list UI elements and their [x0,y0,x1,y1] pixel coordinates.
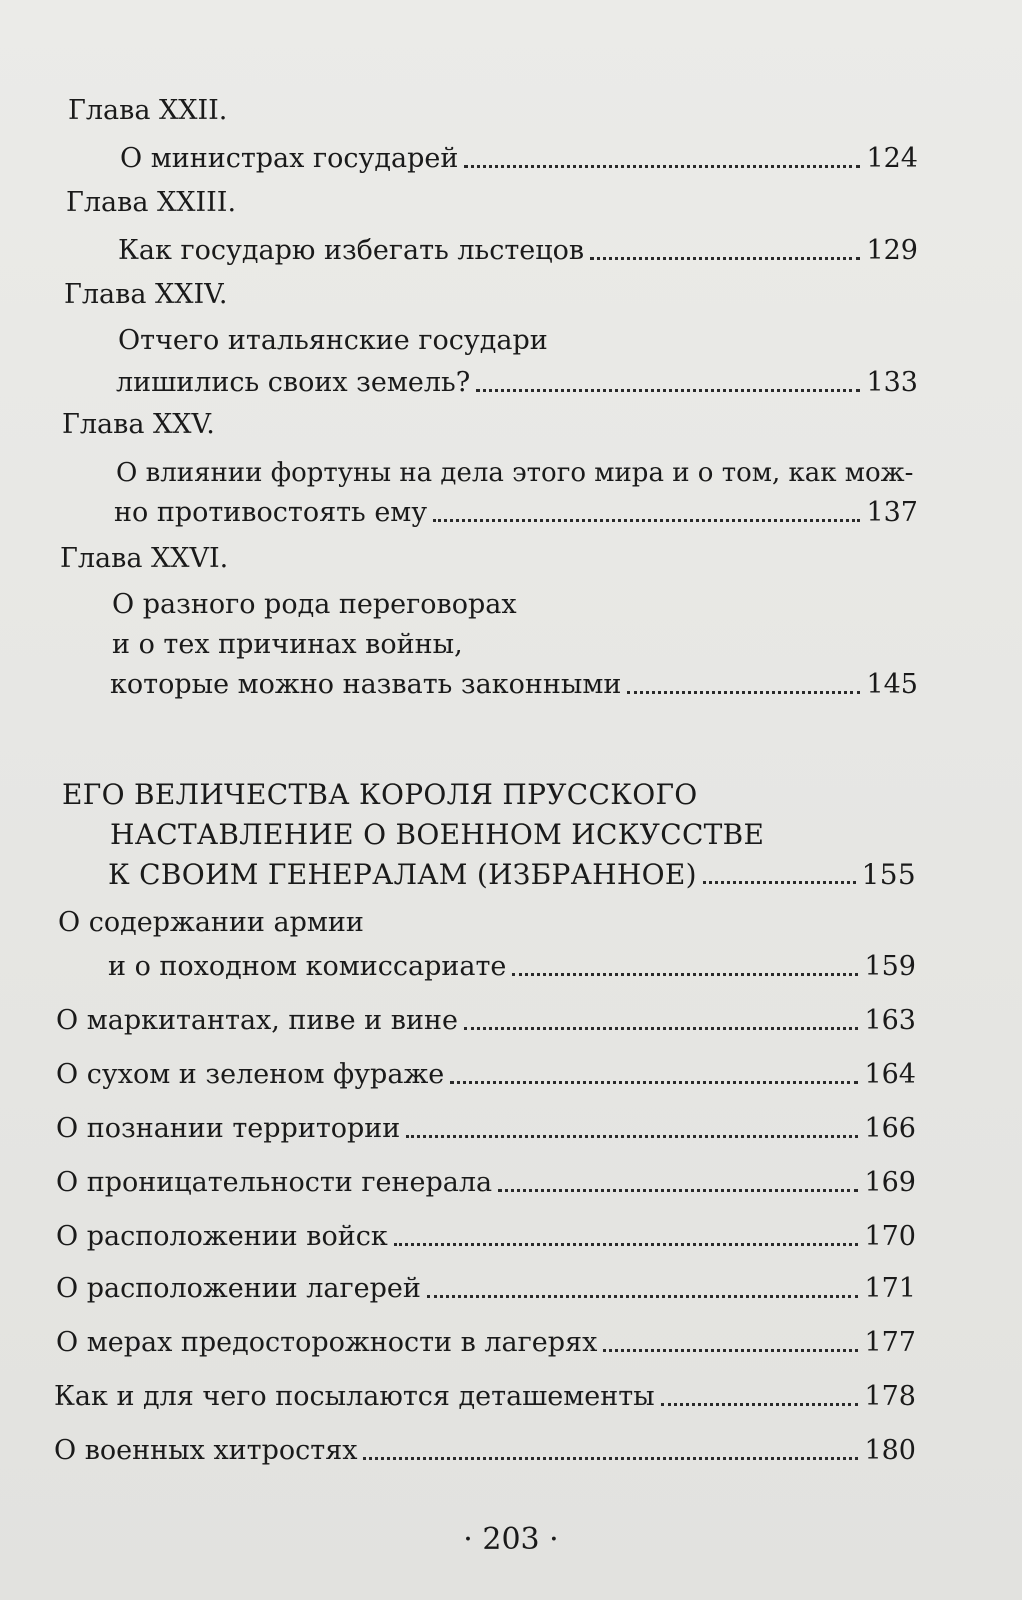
dot-leader [363,1457,858,1460]
entry-title: О военных хитростях [54,1435,358,1466]
entry-title: Как государю избегать льстецов [118,235,585,266]
section-title-text: НАСТАВЛЕНИЕ О ВОЕННОМ ИСКУССТВЕ [110,818,765,851]
chapter-24-label [64,272,904,312]
toc-entry-i4[interactable] [56,1106,916,1146]
toc-entry-i8[interactable] [56,1320,916,1360]
entry-title: О расположении лагерей [56,1273,421,1304]
entry-title: О министрах государей [120,143,459,174]
dot-leader [703,881,856,884]
toc-entry-i9[interactable] [54,1374,916,1414]
dot-leader [627,691,860,694]
page-number: · 203 · [463,1522,559,1557]
entry-page-number: 180 [864,1435,916,1466]
dot-leader [590,257,860,260]
entry-page-number: 164 [864,1059,916,1090]
dot-leader [433,519,860,522]
entry-title: О расположении войск [56,1221,388,1252]
entry-title: О маркитантах, пиве и вине [56,1005,458,1036]
section-title-text: К СВОИМ ГЕНЕРАЛАМ (ИЗБРАННОЕ) [108,858,697,891]
chapter-22-label [68,88,908,128]
toc-entry-i1-line1 [58,900,908,940]
entry-title: О сухом и зеленом фураже [56,1059,445,1090]
entry-page-number: 129 [866,235,918,266]
chapter-label-text: Глава XXIV. [64,279,228,310]
toc-entry-i7[interactable] [56,1266,916,1306]
entry-title: О влиянии фортуны на дела этого мира и о том, как мож- [116,458,914,488]
chapter-25-label [62,402,902,442]
entry-page-number: 166 [864,1113,916,1144]
entry-page-number: 133 [866,367,918,398]
toc-entry-i10[interactable] [54,1428,916,1468]
entry-page-number: 177 [864,1327,916,1358]
dot-leader [406,1135,858,1138]
entry-page-number: 170 [864,1221,916,1252]
entry-page-number: 155 [861,858,916,891]
dot-leader [603,1349,858,1352]
chapter-label-text: Глава XXV. [62,409,215,440]
entry-title: и о тех причинах войны, [112,629,463,660]
entry-page-number: 178 [864,1381,916,1412]
entry-title: О проницательности генерала [56,1167,493,1198]
toc-entry-ch26-line2 [112,622,912,662]
entry-title: О познании территории [56,1113,401,1144]
dot-leader [464,1027,859,1030]
toc-entry-i2[interactable] [56,998,916,1038]
toc-entry-ch24[interactable] [116,360,918,400]
entry-title: О мерах предосторожности в лагерях [56,1327,598,1358]
dot-leader [464,165,860,168]
toc-entry-ch25[interactable] [114,490,918,530]
entry-title: которые можно назвать законными [110,669,622,700]
entry-page-number: 163 [864,1005,916,1036]
toc-entry-i3[interactable] [56,1052,916,1092]
dot-leader [476,389,860,392]
toc-entry-i1[interactable] [108,944,916,984]
chapter-label-text: Глава XXVI. [60,543,229,574]
chapter-label-text: Глава XXIII. [66,187,237,218]
section-title-line1 [62,772,912,812]
chapter-23-label [66,180,906,220]
entry-page-number: 159 [864,951,916,982]
toc-entry-ch26-line1 [112,582,912,622]
dot-leader [512,973,858,976]
entry-title: но противостоять ему [114,497,428,528]
toc-entry-section[interactable] [108,852,916,892]
entry-page-number: 169 [864,1167,916,1198]
entry-page-number: 124 [866,143,918,174]
toc-entry-ch22[interactable] [120,136,918,176]
dot-leader [427,1295,859,1298]
toc-entry-ch26[interactable] [110,662,918,702]
toc-entry-i6[interactable] [56,1214,916,1254]
entry-page-number: 145 [866,669,918,700]
chapter-26-label [60,536,900,576]
dot-leader [450,1081,858,1084]
entry-title: О разного рода переговорах [112,589,517,620]
entry-page-number: 137 [866,497,918,528]
dot-leader [498,1189,858,1192]
entry-page-number: 171 [864,1273,916,1304]
toc-entry-ch24-line1 [118,318,918,358]
toc-entry-ch23[interactable] [118,228,918,268]
toc-entry-i5[interactable] [56,1160,916,1200]
section-title-line2 [110,812,910,852]
entry-title: Как и для чего посылаются деташементы [54,1381,655,1412]
entry-title: и о походном комиссариате [108,951,507,982]
entry-title: О содержании армии [58,907,364,938]
dot-leader [661,1403,859,1406]
entry-title: лишились своих земель? [116,367,471,398]
dot-leader [394,1243,859,1246]
toc-entry-ch25-line1 [116,450,920,490]
entry-title: Отчего итальянские государи [118,325,548,356]
chapter-label-text: Глава XXII. [68,95,228,126]
section-title-text: ЕГО ВЕЛИЧЕСТВА КОРОЛЯ ПРУССКОГО [62,778,698,811]
